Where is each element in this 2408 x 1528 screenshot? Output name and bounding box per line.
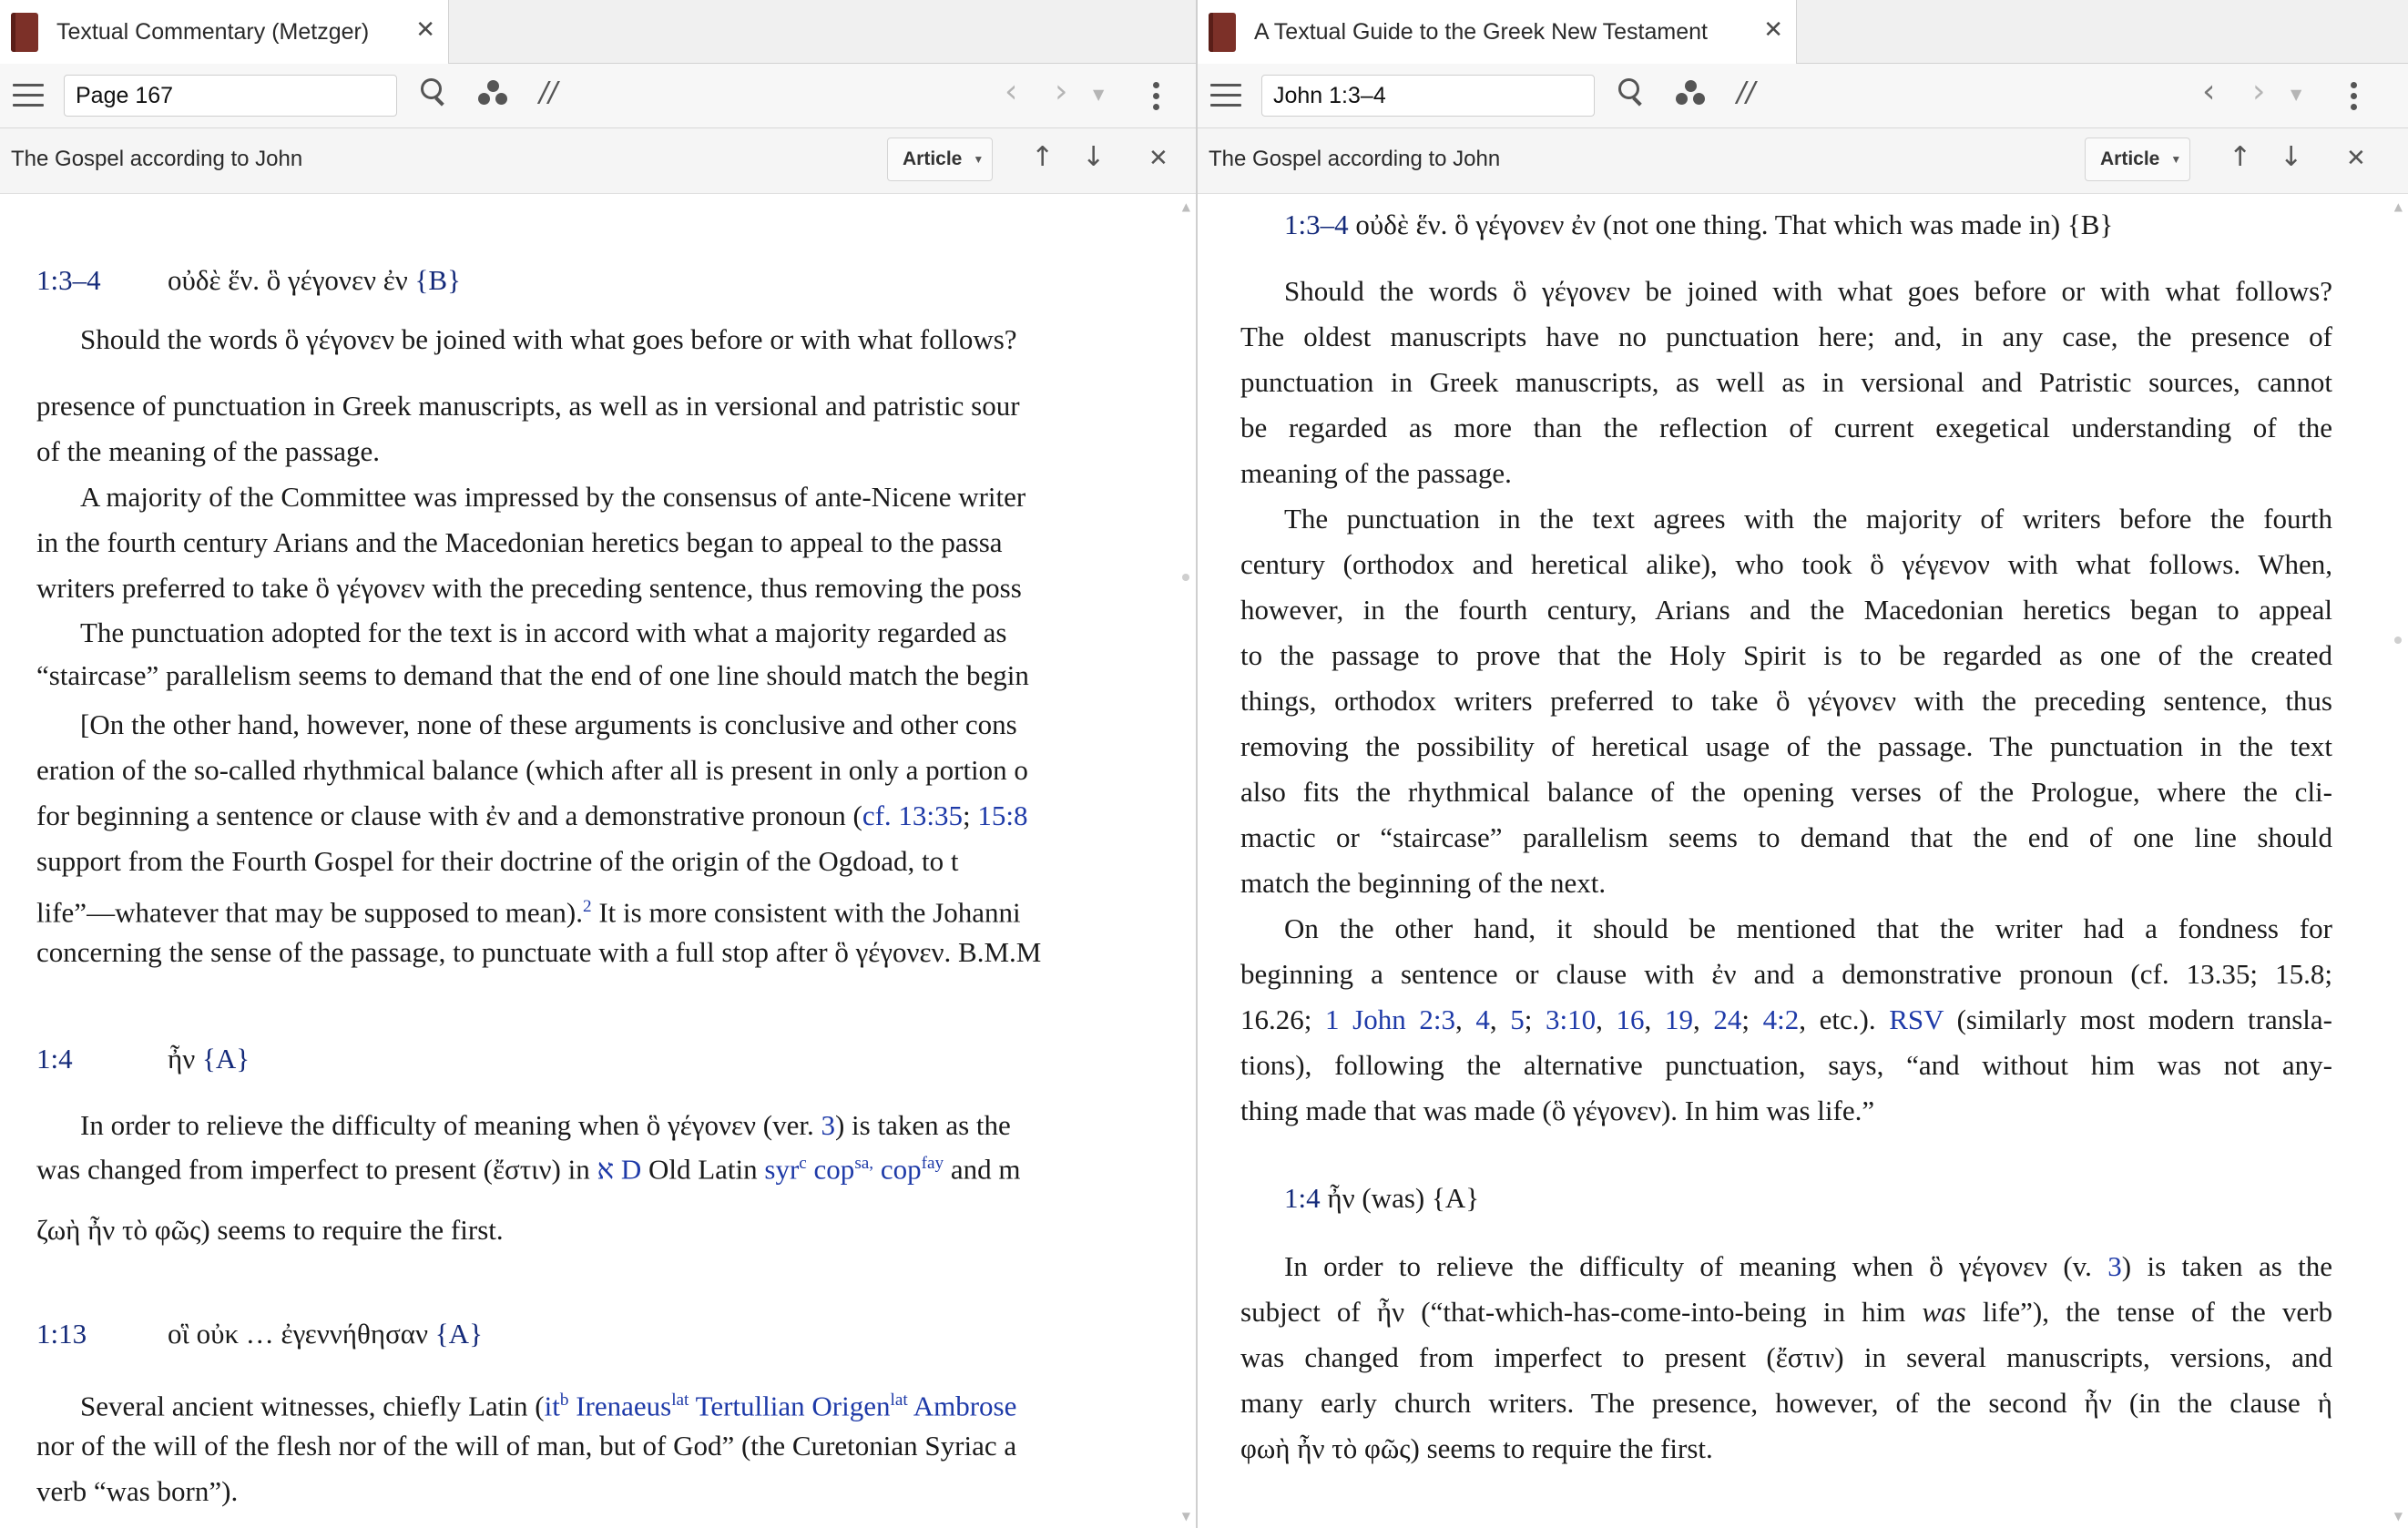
menu-icon[interactable] [13,84,44,107]
scrollbar[interactable] [2388,194,2408,1528]
text-line [1284,1244,2332,1289]
scroll-thumb[interactable] [2394,637,2402,644]
text-line: A majority of the Committee was impressed by the consensus of ante-Nicene writer [80,481,1026,513]
entry-heading [36,258,461,303]
article-content[interactable] [0,194,1196,1528]
text-line: thing made that was made (ὃ γέγονεν). In him was life.” [1240,1095,1875,1126]
witness-link[interactable]: cop [873,1153,922,1186]
triangle-circles-icon[interactable] [1676,80,1707,107]
scroll-down-icon[interactable]: ▼ [1181,1510,1190,1523]
abbreviation-link[interactable]: RSV [1889,1003,1944,1035]
back-icon[interactable]: ‹ [1005,73,1018,110]
text-line: The punctuation adopted for the text is in accord with what a majority regarded as [80,616,1007,648]
text-run: ; [963,800,978,831]
text-line: of the meaning of the passage. [36,435,381,467]
text-line: many early church writers. The presence, however, of the second ἦν (in the clause ἡ [1240,1387,2332,1419]
text-run: subject of ἦν (“that-which-has-come-into-being in him [1240,1296,1923,1328]
witness-link[interactable]: cop [806,1153,855,1186]
cross-ref-link[interactable]: 24 [1713,1003,1742,1035]
text-line: meaning of the passage. [1240,457,1512,489]
text-line [36,793,1028,839]
reference-input[interactable] [1261,75,1595,117]
text-line: verb “was born”). [36,1475,239,1507]
text-run: (similarly most modern transla- [1943,1003,2332,1035]
witness-superscript: c [799,1154,807,1173]
text-line: was changed from imperfect to present (ἔστιν) in several manuscripts, versions, and [1240,1341,2332,1373]
menu-icon[interactable] [1210,84,1241,107]
text-run: for beginning a sentence or clause with ἐν and a demonstrative pronoun ( [36,800,862,831]
text-run: , etc.). [1799,1003,1890,1035]
close-icon[interactable]: ✕ [2346,145,2366,172]
witness-superscript: fay [921,1154,944,1173]
cross-ref-link[interactable]: 4 [1475,1003,1490,1035]
text-line: beginning a sentence or clause with ἐν and a demonstrative pronoun (cf. 13.35; 15.8; [1240,958,2332,990]
text-line: concerning the sense of the passage, to punctuate with a full stop after ὃ γέγονεν. B.M.M [36,936,1042,968]
right-pane [1198,0,2408,1528]
entry-ref[interactable]: 1:13 [36,1318,87,1350]
text-line: [On the other hand, however, none of these arguments is conclusive and other cons [80,708,1017,740]
entry-lemma: ἦν (was) {A} [1320,1182,1480,1214]
text-line: things, orthodox writers preferred to take ὃ γέγονεν with the preceding sentence, thus [1240,685,2332,717]
text-run: was changed from imperfect to present (ἔστιν) in [36,1153,597,1186]
witness-link[interactable]: א D [597,1153,642,1186]
text-line: also fits the rhythmical balance of the opening verses of the Prologue, where the cli- [1240,776,2332,808]
text-run: Old Latin [641,1153,765,1186]
entry-heading [36,1036,250,1082]
search-icon[interactable] [421,78,444,102]
rating-grade: {A} [201,1043,250,1075]
witness-link[interactable]: it [544,1390,560,1422]
cross-ref-link[interactable]: 4:2 [1762,1003,1800,1035]
text-line: On the other hand, it should be mentioned that the writer had a fondness for [1284,912,2332,944]
text-run: , [1454,1003,1476,1035]
text-run: life”—whatever that may be supposed to mean). [36,896,583,929]
text-line: eration of the so-called rhythmical balance (which after all is present in only a portion o [36,754,1028,786]
text-line: punctuation in Greek manuscripts, as well as in versional and Patristic sources, cannot [1240,366,2332,398]
witness-superscript: b [559,1390,569,1410]
text-run: , [1644,1003,1665,1035]
parallel-icon[interactable]: // [1737,76,1756,108]
view-mode-dropdown[interactable] [887,138,993,181]
close-icon[interactable]: ✕ [1148,145,1168,172]
cross-ref-link[interactable]: 16 [1616,1003,1645,1035]
witness-link[interactable]: Tertullian Origen [689,1390,891,1422]
tab-bar [0,0,1196,64]
entry-heading [36,1311,483,1357]
verse-link[interactable]: 3 [821,1109,835,1141]
text-line [1240,1289,2332,1335]
tab-textual-commentary[interactable] [0,0,449,64]
history-dropdown-icon[interactable]: ▼ [2291,86,2302,103]
entry-lemma: οὐδὲ ἕν. ὃ γέγονεν ἐν (not one thing. That which was made in) {B} [1348,209,2114,240]
tab-close-icon[interactable]: ✕ [415,16,435,44]
entry-lemma: οἳ οὐκ … ἐγεννήθησαν [168,1318,429,1350]
text-line: however, in the fourth century, Arians and the Macedonian heretics began to appeal [1240,594,2332,626]
reference-input[interactable] [64,75,397,117]
text-line: “staircase” parallelism seems to demand that the end of one line should match the begin [36,659,1029,691]
text-line: in the fourth century Arians and the Macedonian heretics began to appeal to the passa [36,526,1003,558]
tab-title: Textual Commentary (Metzger) [56,18,370,45]
scroll-up-icon[interactable]: ▲ [1181,200,1190,213]
forward-icon[interactable]: › [2252,73,2266,110]
scroll-down-icon[interactable]: ▼ [2393,1510,2403,1523]
cross-ref-link[interactable]: cf. 13:35 [862,800,964,831]
scroll-up-icon[interactable]: ▲ [2393,200,2403,213]
text-run: , [1489,1003,1511,1035]
tab-close-icon[interactable]: ✕ [1763,16,1783,44]
text-run: It is more consistent with the Johanni [591,896,1021,929]
book-icon [1209,13,1236,52]
tab-bar [1198,0,2408,64]
cross-ref-link[interactable]: 1 John 2:3 [1325,1003,1455,1035]
book-icon [11,13,38,52]
arrow-down-icon[interactable]: ↓ [1082,141,1106,173]
entry-ref[interactable]: 1:4 [1284,1182,1321,1214]
text-run: , [1596,1003,1617,1035]
forward-icon[interactable]: › [1055,73,1068,110]
witness-superscript: sa, [854,1154,874,1173]
text-run: In order to relieve the difficulty of meaning when ὃ γέγονεν (ver. [80,1109,821,1141]
text-line: Should the words ὃ γέγονεν be joined with what goes before or with what follows? [80,323,1017,355]
triangle-circles-icon[interactable] [478,80,509,107]
view-mode-dropdown[interactable] [2085,138,2190,181]
text-line: tions), following the alternative punctuation, says, “and without him was not any- [1240,1049,2332,1081]
text-line: writers preferred to take ὃ γέγονεν with the preceding sentence, thus removing the poss [36,572,1022,604]
back-icon[interactable]: ‹ [2202,73,2216,110]
view-mode-label: Article [903,148,963,169]
entry-ref[interactable]: 1:3–4 [1284,209,1349,240]
text-line: mactic or “staircase” parallelism seems to demand that the end of one line should [1240,821,2332,853]
text-line: Should the words ὃ γέγονεν be joined with what goes before or with what follows? [1284,275,2332,307]
text-line: be regarded as more than the reflection of current exegetical understanding of the [1240,412,2332,443]
text-line [1240,997,2332,1043]
text-line: presence of punctuation in Greek manuscripts, as well as in versional and patristic sour [36,390,1020,422]
text-line: match the beginning of the next. [1240,867,1607,899]
text-line: The punctuation in the text agrees with the majority of writers before the fourth [1284,503,2332,535]
text-run: life”), the tense of the verb [1965,1296,2332,1328]
toolbar [1198,64,2408,128]
verse-link[interactable]: 3 [2107,1250,2122,1282]
history-dropdown-icon[interactable]: ▼ [1093,86,1105,103]
section-title: The Gospel according to John [1209,147,1501,171]
entry-heading [1284,202,2376,248]
section-header [1198,128,2408,194]
text-run: ; [1741,1003,1763,1035]
text-line [36,1141,1021,1192]
more-vertical-icon[interactable] [1153,82,1160,115]
text-line: support from the Fourth Gospel for their doctrine of the origin of the Ogdoad, to t [36,845,959,877]
scrollbar[interactable] [1176,194,1196,1528]
text-line [80,1378,1016,1429]
text-run: In order to relieve the difficulty of meaning when ὃ γέγονεν (v. [1284,1250,2108,1282]
witness-superscript: lat [890,1390,908,1410]
text-line: nor of the will of the flesh nor of the will of man, but of God” (the Curetonian Syriac a [36,1430,1017,1462]
cross-ref-link[interactable]: 3:10 [1546,1003,1597,1035]
text-line [36,884,1021,935]
text-line: The oldest manuscripts have no punctuation here; and, in any case, the presence of [1240,321,2332,352]
view-mode-label: Article [2100,148,2160,169]
caret-down-icon: ▼ [2170,153,2182,166]
witness-superscript: lat [671,1390,689,1410]
section-header [0,128,1196,194]
text-line: ζωὴ ἦν τὸ φῶς) seems to require the first. [36,1214,504,1246]
section-title: The Gospel according to John [11,147,303,171]
text-run: ) is taken as the [834,1109,1011,1141]
arrow-up-icon[interactable]: ↑ [1031,141,1055,173]
toolbar [0,64,1196,128]
entry-heading [1284,1176,2376,1221]
parallel-icon[interactable]: // [539,76,558,108]
rating-grade: {A} [434,1318,483,1350]
text-line: removing the possibility of heretical usage of the passage. The punctuation in the text [1240,730,2332,762]
footnote-marker[interactable]: 2 [583,897,592,916]
text-run: Several ancient witnesses, chiefly Latin ( [80,1390,545,1422]
witness-link[interactable]: syr [764,1153,800,1186]
cross-ref-link[interactable]: 15:8 [977,800,1028,831]
italic-run: was [1922,1296,1966,1328]
text-line: century (orthodox and heretical alike), who took ὃ γέγενον with what follows. When, [1240,548,2332,580]
text-run: ) is taken as the [2121,1250,2333,1282]
article-content[interactable] [1198,194,2408,1528]
tab-title: A Textual Guide to the Greek New Testament [1254,18,1708,45]
text-line: to the passage to prove that the Holy Spirit is to be regarded as one of the created [1240,639,2332,671]
witness-link[interactable]: Ambrose [907,1390,1017,1422]
cross-ref-link[interactable]: 5 [1510,1003,1525,1035]
entry-ref[interactable]: 1:4 [36,1043,73,1075]
text-run: and m [944,1153,1021,1186]
text-line: φωὴ ἦν τὸ φῶς) seems to require the first. [1240,1432,1713,1464]
search-icon[interactable] [1618,78,1642,102]
text-run: ; [1524,1003,1546,1035]
caret-down-icon: ▼ [973,153,985,166]
entry-ref[interactable]: 1:3–4 [36,264,101,296]
text-run: 16.26; [1240,1003,1326,1035]
scroll-thumb[interactable] [1182,574,1189,581]
arrow-up-icon[interactable]: ↑ [2229,141,2252,173]
entry-lemma: ἦν [168,1043,196,1075]
arrow-down-icon[interactable]: ↓ [2280,141,2303,173]
text-run: , [1692,1003,1714,1035]
rating-grade: {B} [414,264,461,296]
cross-ref-link[interactable]: 19 [1664,1003,1693,1035]
witness-link[interactable]: Irenaeus [568,1390,672,1422]
entry-lemma: οὐδὲ ἕν. ὃ γέγονεν ἐν [168,264,408,296]
left-pane [0,0,1196,1528]
tab-textual-guide[interactable] [1198,0,1797,64]
more-vertical-icon[interactable] [2351,82,2358,115]
